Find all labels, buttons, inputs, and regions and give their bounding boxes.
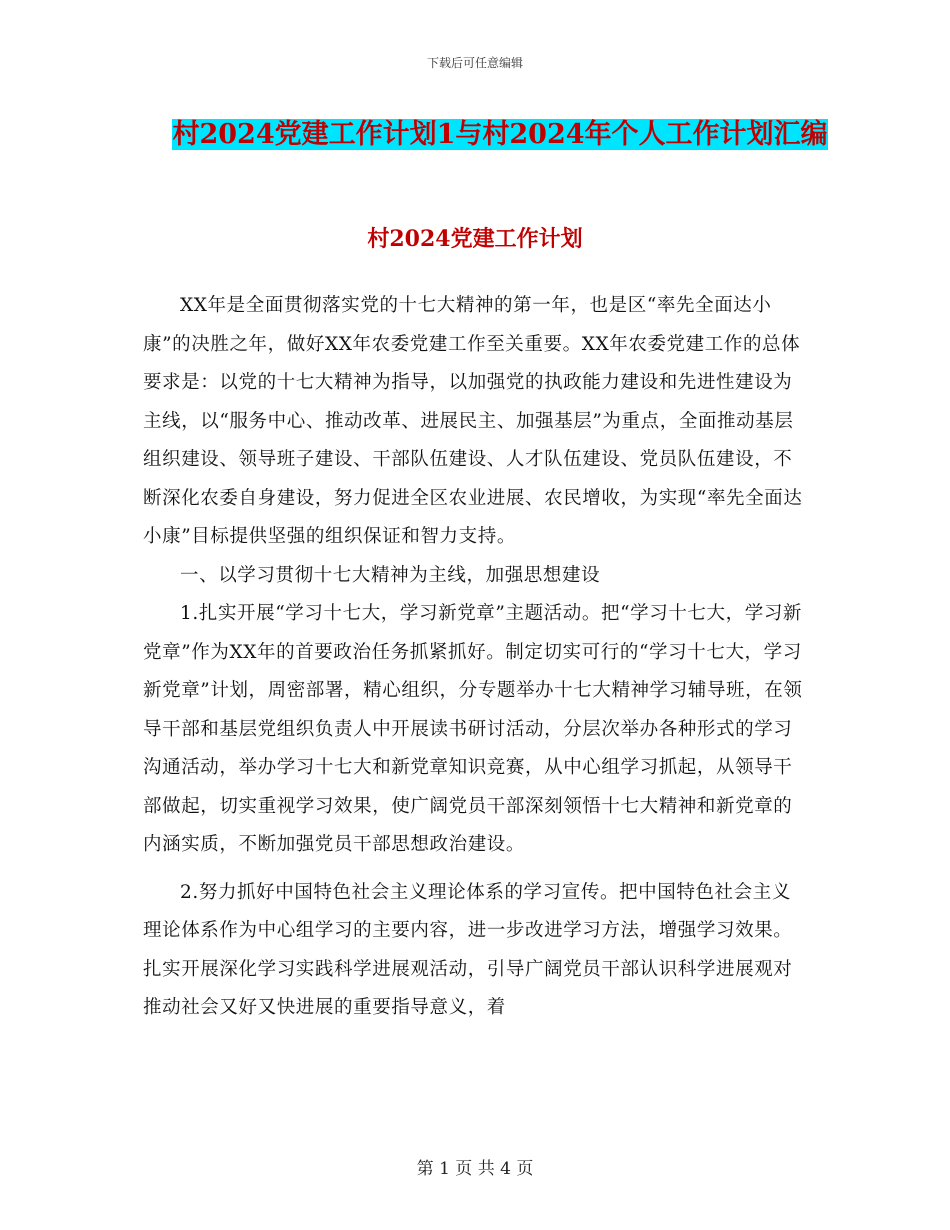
document-title: [150, 110, 850, 160]
header-note: 下载后可任意编辑: [426, 56, 523, 70]
paragraph-intro: XX年是全面贯彻落实党的十七大精神的第一年，也是区“率先全面达小康”的决胜之年，做好XX年农委党建工作至关重要。XX年农委党建工作的总体要求是：以党的十七大精神为指导，以加强党的执政能力建设和先进性建设为主线，以“服务中心、推动改革、进展民主、加强基层”为重点，全面推动基层组织建设、领导班子建设、干部队伍建设、人才队伍建设、党员队伍建设，不断深化农委自身建设，努力促进全区农业进展、农民增收，为实现“率先全面达小康”目标提供坚强的组织保证和智力支持。: [143, 295, 803, 547]
section-title: 村2024党建工作计划: [367, 226, 583, 252]
page-footer: 第 1 页 共 4 页: [416, 1159, 534, 1179]
paragraph-item-2: 2.努力抓好中国特色社会主义理论体系的学习宣传。把中国特色社会主义理论体系作为中心组学习的主要内容，进一步改进学习方法，增强学习效果。扎实开展深化学习实践科学进展观活动，引导广阔党员干部认识科学进展观对推动社会又好又快进展的重要指导意义，着: [143, 881, 793, 1018]
document-body: [143, 287, 807, 1028]
document-title-text: 村2024党建工作计划1与村2024年个人工作计划汇编: [172, 119, 828, 150]
paragraph-item-1: 1.扎实开展“学习十七大，学习新党章”主题活动。把“学习十七大，学习新党章”作为XX年的首要政治任务抓紧抓好。制定切实可行的“学习十七大，学习新党章”计划，周密部署，精心组织，分专题举办十七大精神学习辅导班，在领导干部和基层党组织负责人中开展读书研讨活动，分层次举办各种形式的学习沟通活动，举办学习十七大和新党章知识竞赛，从中心组学习抓起，从领导干部做起，切实重视学习效果，使广阔党员干部深刻领悟十七大精神和新党章的内涵实质，不断加强党员干部思想政治建设。: [143, 603, 803, 855]
paragraph-heading-1: 一、以学习贯彻十七大精神为主线，加强思想建设: [180, 564, 601, 586]
